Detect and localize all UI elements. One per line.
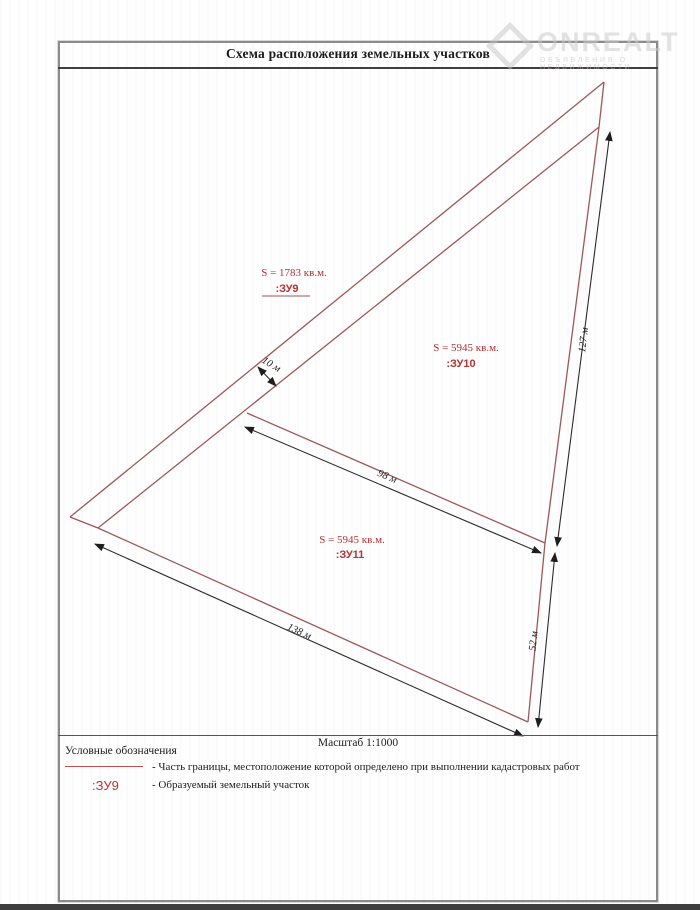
zu11-area-label: S = 5945 кв.м. xyxy=(319,534,385,546)
scan-edge-strip xyxy=(0,904,700,910)
dim-label-10m: 10 м xyxy=(259,355,283,375)
legend-item-parcel-symbol: :ЗУ9 xyxy=(92,778,119,793)
watermark-tagline: ОБЪЯВЛЕНИЯ О НЕДВИЖИМОСТИ xyxy=(540,57,633,71)
boundary-right-upper xyxy=(545,127,599,543)
zu11-id-label: :ЗУ11 xyxy=(335,549,365,561)
watermark-brand: ONREALT xyxy=(537,27,680,57)
page-title: Схема расположения земельных участков xyxy=(225,46,490,61)
legend-item-parcel-text: - Образуемый земельный участок xyxy=(152,779,310,791)
boundary-strip-left-end xyxy=(70,517,98,528)
dim-label-138m: 138 м xyxy=(285,621,313,643)
legend-item-boundary-text: - Часть границы, местоположение которой определено при выполнении кадастровых работ xyxy=(152,761,580,773)
dim-line-52m xyxy=(538,553,555,727)
zu9-id-label: :ЗУ9 xyxy=(275,283,299,295)
dim-label-98m: 98 м xyxy=(375,468,399,486)
zu9-area-label: S = 1783 кв.м. xyxy=(261,267,327,279)
legend-heading: Условные обозначения xyxy=(65,745,177,757)
legend-boundary-line-swatch xyxy=(65,766,143,767)
zu10-area-label: S = 5945 кв.м. xyxy=(433,342,499,354)
dim-label-127m: 127 м xyxy=(577,326,591,354)
dim-label-52m: 52 м xyxy=(527,630,541,652)
zu10-id-label: :ЗУ10 xyxy=(446,358,476,370)
boundary-strip-lower xyxy=(98,127,599,528)
scale-separator-line xyxy=(58,735,658,736)
scale-label: Масштаб 1:1000 xyxy=(317,737,399,749)
parcel-boundaries xyxy=(70,82,604,722)
boundary-strip-right-end xyxy=(599,82,604,127)
boundary-bottom xyxy=(98,528,528,722)
dim-line-98m xyxy=(245,427,541,553)
